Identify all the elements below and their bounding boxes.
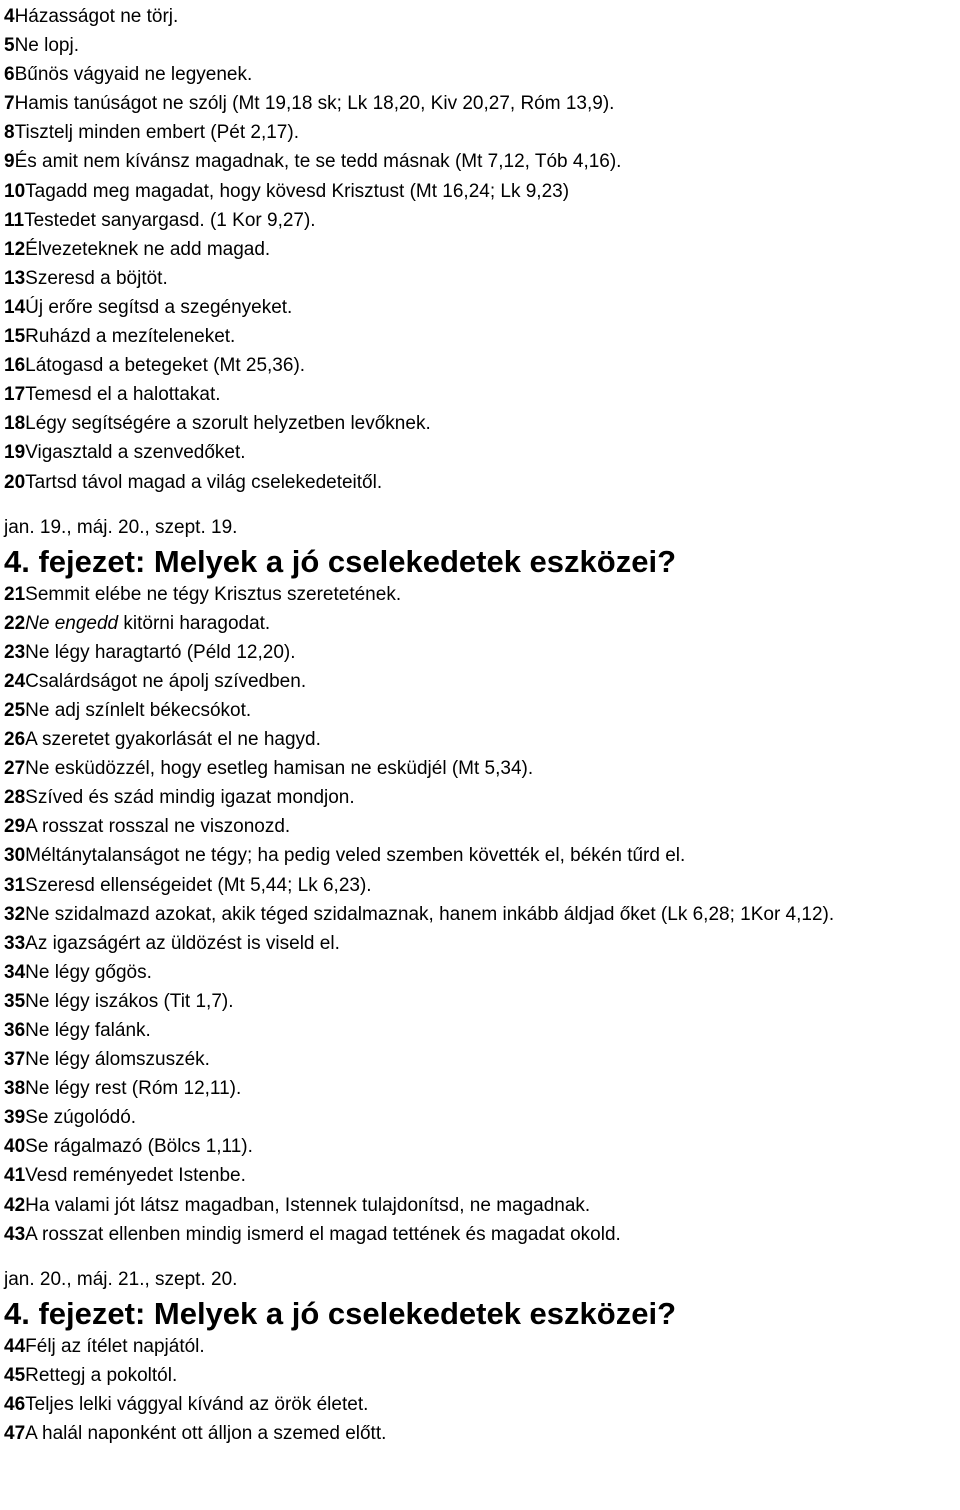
rule-text: És amit nem kívánsz magadnak, te se tedd másnak (Mt 7,12, Tób 4,16).	[14, 151, 622, 173]
rule-number: 22	[4, 612, 26, 634]
rule-item	[4, 293, 960, 322]
rule-item	[4, 2, 960, 31]
rule-number: 19	[4, 442, 26, 464]
rule-number: 38	[4, 1078, 26, 1100]
rule-item	[4, 235, 960, 264]
rule-item	[4, 1361, 960, 1390]
rule-text: Vigasztald a szenvedőket.	[25, 442, 246, 464]
rule-text: kitörni haragodat.	[118, 612, 271, 634]
rule-number: 29	[4, 816, 26, 838]
rule-item	[4, 409, 960, 438]
chapter-heading: 4. fejezet: Melyek a jó cselekedetek eszközei?	[4, 543, 677, 579]
rule-text: Ne légy haragtartó (Péld 12,20).	[25, 641, 296, 663]
rule-item	[4, 147, 960, 176]
rule-number: 33	[4, 932, 26, 954]
rule-list-section-1	[4, 2, 960, 497]
rule-number: 16	[4, 355, 26, 377]
rule-number: 17	[4, 384, 26, 406]
rule-item	[4, 31, 960, 60]
rule-item	[4, 177, 960, 206]
rule-number: 26	[4, 729, 26, 751]
reading-section-3	[4, 1265, 960, 1448]
rule-item	[4, 1220, 960, 1249]
rule-item	[4, 1074, 960, 1103]
rule-number: 28	[4, 787, 26, 809]
rule-item	[4, 264, 960, 293]
rule-number: 21	[4, 583, 26, 605]
rule-item	[4, 1191, 960, 1220]
rule-text: Méltánytalanságot ne tégy; ha pedig veled szemben követték el, békén tűrd el.	[25, 845, 686, 867]
rule-number: 24	[4, 670, 26, 692]
rule-item	[4, 1419, 960, 1448]
rule-number: 42	[4, 1194, 26, 1216]
rule-number: 31	[4, 874, 26, 896]
rule-number: 37	[4, 1049, 26, 1071]
rule-number: 18	[4, 413, 26, 435]
rule-item	[4, 871, 960, 900]
rule-item	[4, 1045, 960, 1074]
rule-text: Az igazságért az üldözést is viseld el.	[25, 932, 340, 954]
rule-number: 8	[4, 122, 15, 144]
rule-text: Teljes lelki vággyal kívánd az örök életet.	[25, 1393, 369, 1415]
rule-number: 20	[4, 471, 26, 493]
rule-text: Ne légy álomszuszék.	[25, 1049, 210, 1071]
rule-number: 46	[4, 1393, 26, 1415]
reading-date: jan. 19., máj. 20., szept. 19.	[4, 516, 238, 538]
rule-number: 9	[4, 151, 15, 173]
rule-text: Rettegj a pokoltól.	[25, 1364, 178, 1386]
rule-number: 25	[4, 699, 26, 721]
rule-text: Bűnös vágyaid ne legyenek.	[14, 64, 253, 86]
rule-text: A halál naponként ott álljon a szemed előtt.	[25, 1423, 387, 1445]
rule-text: Élvezeteknek ne add magad.	[25, 238, 271, 260]
rule-text: Tagadd meg magadat, hogy kövesd Krisztust (Mt 16,24; Lk 9,23)	[25, 180, 570, 202]
rule-number: 5	[4, 35, 15, 57]
rule-item	[4, 929, 960, 958]
rule-text: A rosszat rosszal ne viszonozd.	[25, 816, 291, 838]
rule-text: Ha valami jót látsz magadban, Istennek tulajdonítsd, ne magadnak.	[25, 1194, 591, 1216]
rule-text: Ne lopj.	[14, 35, 79, 57]
rule-item	[4, 783, 960, 812]
rule-item	[4, 841, 960, 870]
rule-item	[4, 754, 960, 783]
rule-text: Ne légy gőgös.	[25, 961, 152, 983]
rule-item	[4, 1016, 960, 1045]
rule-item	[4, 958, 960, 987]
rule-text: Látogasd a betegeket (Mt 25,36).	[25, 355, 306, 377]
rule-number: 43	[4, 1223, 26, 1245]
rule-text: Légy segítségére a szorult helyzetben levőknek.	[25, 413, 431, 435]
rule-text: Hamis tanúságot ne szólj (Mt 19,18 sk; Lk 18,20, Kiv 20,27, Róm 13,9).	[14, 93, 615, 115]
rule-text: Félj az ítélet napjától.	[25, 1335, 205, 1357]
rule-number: 11	[4, 209, 25, 231]
rule-text: Se rágalmazó (Bölcs 1,11).	[25, 1136, 253, 1158]
rule-number: 14	[4, 296, 26, 318]
rule-text: Ruházd a mezíteleneket.	[25, 326, 236, 348]
rule-item	[4, 351, 960, 380]
rule-number: 45	[4, 1364, 26, 1386]
rule-number: 4	[4, 6, 15, 27]
rule-item	[4, 580, 960, 609]
rule-text: Szeresd a böjtöt.	[25, 267, 168, 289]
rule-item	[4, 322, 960, 351]
rule-item	[4, 438, 960, 467]
rule-number: 12	[4, 238, 26, 260]
rule-text: Tartsd távol magad a világ cselekedeteitől.	[25, 471, 383, 493]
rule-number: 7	[4, 93, 15, 115]
rule-item	[4, 638, 960, 667]
rule-number: 15	[4, 326, 26, 348]
rule-text: Testedet sanyargasd. (1 Kor 9,27).	[24, 209, 316, 231]
rule-text: Csalárdságot ne ápolj szívedben.	[25, 670, 307, 692]
rule-text: Ne légy falánk.	[25, 1020, 151, 1041]
rule-number: 47	[4, 1423, 26, 1445]
rule-number: 44	[4, 1335, 26, 1357]
rule-item	[4, 89, 960, 118]
rule-number: 39	[4, 1107, 26, 1129]
rule-number: 40	[4, 1136, 26, 1158]
rule-number: 23	[4, 641, 26, 663]
rule-number: 34	[4, 961, 26, 983]
chapter-heading: 4. fejezet: Melyek a jó cselekedetek eszközei?	[4, 1295, 677, 1331]
rule-text: Tisztelj minden embert (Pét 2,17).	[14, 122, 299, 144]
rule-number: 32	[4, 903, 26, 925]
rule-text: Új erőre segítsd a szegényeket.	[25, 296, 293, 318]
rule-item	[4, 1390, 960, 1419]
rule-item	[4, 468, 960, 497]
rule-text: Szeresd ellenségeidet (Mt 5,44; Lk 6,23).	[25, 874, 372, 896]
rule-item	[4, 725, 960, 754]
rule-item	[4, 380, 960, 409]
rule-text: A rosszat ellenben mindig ismerd el magad tettének és magadat okold.	[25, 1223, 621, 1245]
rule-text: Se zúgolódó.	[25, 1107, 137, 1129]
rule-text: Ne esküdözzél, hogy esetleg hamisan ne esküdjél (Mt 5,34).	[25, 758, 534, 780]
rule-number: 27	[4, 758, 26, 780]
rule-number: 30	[4, 845, 26, 867]
rule-number: 36	[4, 1020, 26, 1041]
rule-item	[4, 812, 960, 841]
rule-text: Ne szidalmazd azokat, akik téged szidalmaznak, hanem inkább áldjad őket (Lk 6,28; 1Kor 4,12).	[25, 903, 835, 925]
rule-item	[4, 609, 960, 638]
rule-text: Házasságot ne törj.	[14, 6, 179, 27]
rule-text: Vesd reményedet Istenbe.	[25, 1165, 246, 1187]
reading-section-2	[4, 513, 960, 1249]
rule-item	[4, 1103, 960, 1132]
rule-item	[4, 118, 960, 147]
rule-item	[4, 1161, 960, 1190]
rule-text-italic: Ne engedd	[25, 612, 119, 634]
rule-item	[4, 667, 960, 696]
rule-item	[4, 987, 960, 1016]
rule-number: 13	[4, 267, 26, 289]
rule-number: 35	[4, 990, 26, 1012]
rule-number: 41	[4, 1165, 26, 1187]
rule-text: Szíved és szád mindig igazat mondjon.	[25, 787, 355, 809]
rule-text: Temesd el a halottakat.	[25, 384, 221, 406]
rule-text: Semmit elébe ne tégy Krisztus szeretetének.	[25, 583, 402, 605]
rule-number: 6	[4, 64, 15, 86]
rule-item	[4, 206, 960, 235]
rule-text: A szeretet gyakorlását el ne hagyd.	[25, 729, 321, 751]
reading-date: jan. 20., máj. 21., szept. 20.	[4, 1268, 238, 1290]
rule-item	[4, 60, 960, 89]
rule-item	[4, 1332, 960, 1361]
rule-text: Ne adj színlelt békecsókot.	[25, 699, 252, 721]
rule-item	[4, 1132, 960, 1161]
rule-item	[4, 696, 960, 725]
rule-text: Ne légy iszákos (Tit 1,7).	[25, 990, 234, 1012]
rule-text: Ne légy rest (Róm 12,11).	[25, 1078, 242, 1100]
rule-item	[4, 900, 960, 929]
rule-number: 10	[4, 180, 26, 202]
